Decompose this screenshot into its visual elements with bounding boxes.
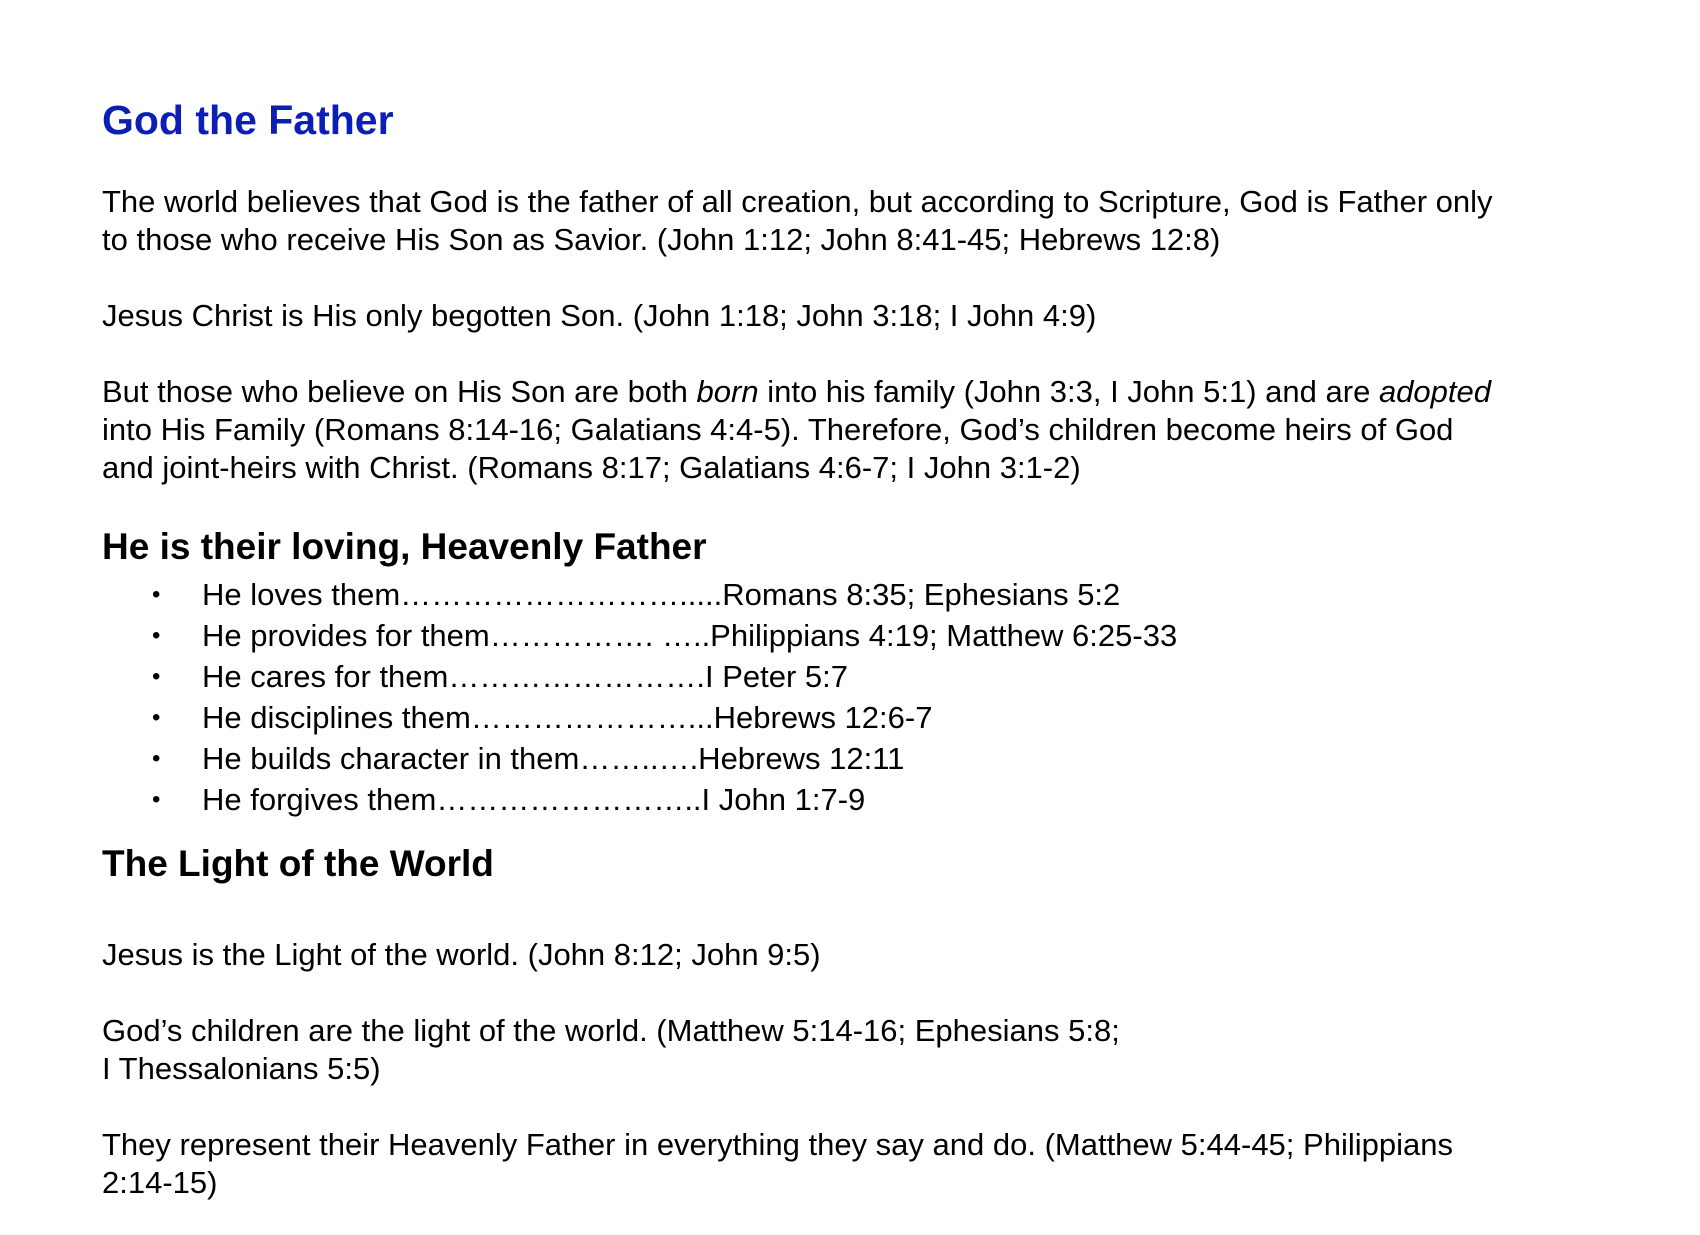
children-light-line-1: God’s children are the light of the world. (Matthew 5:14-16; Ephesians 5:8;: [102, 1012, 1120, 1048]
section-heading-light-of-world: The Light of the World: [102, 842, 494, 884]
list-item: [102, 697, 1622, 738]
bullet-icon: •: [152, 744, 161, 772]
emphasis-adopted: adopted: [1378, 374, 1491, 410]
list-item-text: He loves them……………………….....Romans 8:35; Ephesians 5:2: [202, 576, 1121, 612]
only-begotten-paragraph: Jesus Christ is His only begotten Son. (John 1:18; John 3:18; I John 4:9): [102, 298, 1097, 334]
represent-father-line-1: They represent their Heavenly Father in everything they say and do. (Matthew 5:44-45; Philippians: [102, 1126, 1453, 1162]
born-adopted-line-1: [102, 373, 1622, 411]
document-page: [102, 96, 1622, 1202]
bullet-icon: •: [152, 621, 161, 649]
list-item-text: He provides for them……………. …..Philippians 4:19; Matthew 6:25-33: [202, 617, 1178, 653]
father-attributes-list: [102, 574, 1622, 820]
bullet-icon: •: [152, 785, 161, 813]
born-adopted-line-2: into His Family (Romans 8:14-16; Galatians 4:4-5). Therefore, God’s children become heirs of God: [102, 412, 1454, 448]
bullet-icon: •: [152, 703, 161, 731]
list-item: [102, 779, 1622, 820]
born-adopted-line-3: and joint-heirs with Christ. (Romans 8:17; Galatians 4:6-7; I John 3:1-2): [102, 450, 1081, 486]
intro-line-2: to those who receive His Son as Savior. (John 1:12; John 8:41-45; Hebrews 12:8): [102, 222, 1221, 258]
light-of-world-paragraph: Jesus is the Light of the world. (John 8:12; John 9:5): [102, 936, 821, 972]
intro-line-1: The world believes that God is the father of all creation, but according to Scripture, God is Father only: [102, 184, 1493, 220]
intro-paragraph: [102, 183, 1622, 259]
list-item: [102, 738, 1622, 779]
list-item-text: He cares for them…………………….I Peter 5:7: [202, 658, 849, 694]
list-item: [102, 615, 1622, 656]
emphasis-born: born: [696, 374, 759, 410]
bullet-icon: •: [152, 662, 161, 690]
text-segment: But those who believe on His Son are both: [102, 374, 697, 410]
children-light-paragraph: [102, 1012, 1622, 1088]
section-heading-heavenly-father: He is their loving, Heavenly Father: [102, 526, 707, 568]
list-item-text: He disciplines them…………………...Hebrews 12:6-7: [202, 699, 933, 735]
represent-father-paragraph: [102, 1126, 1622, 1202]
represent-father-line-2: 2:14-15): [102, 1164, 218, 1200]
list-item: [102, 656, 1622, 697]
page-title: God the Father: [102, 97, 394, 143]
children-light-line-2: I Thessalonians 5:5): [102, 1050, 381, 1086]
list-item-text: He builds character in them……..….Hebrews 12:11: [202, 740, 905, 776]
born-adopted-paragraph: [102, 373, 1622, 487]
text-segment: into his family (John 3:3, I John 5:1) and are: [758, 374, 1379, 410]
bullet-icon: •: [152, 580, 161, 608]
list-item: [102, 574, 1622, 615]
list-item-text: He forgives them……………………..I John 1:7-9: [202, 781, 866, 817]
